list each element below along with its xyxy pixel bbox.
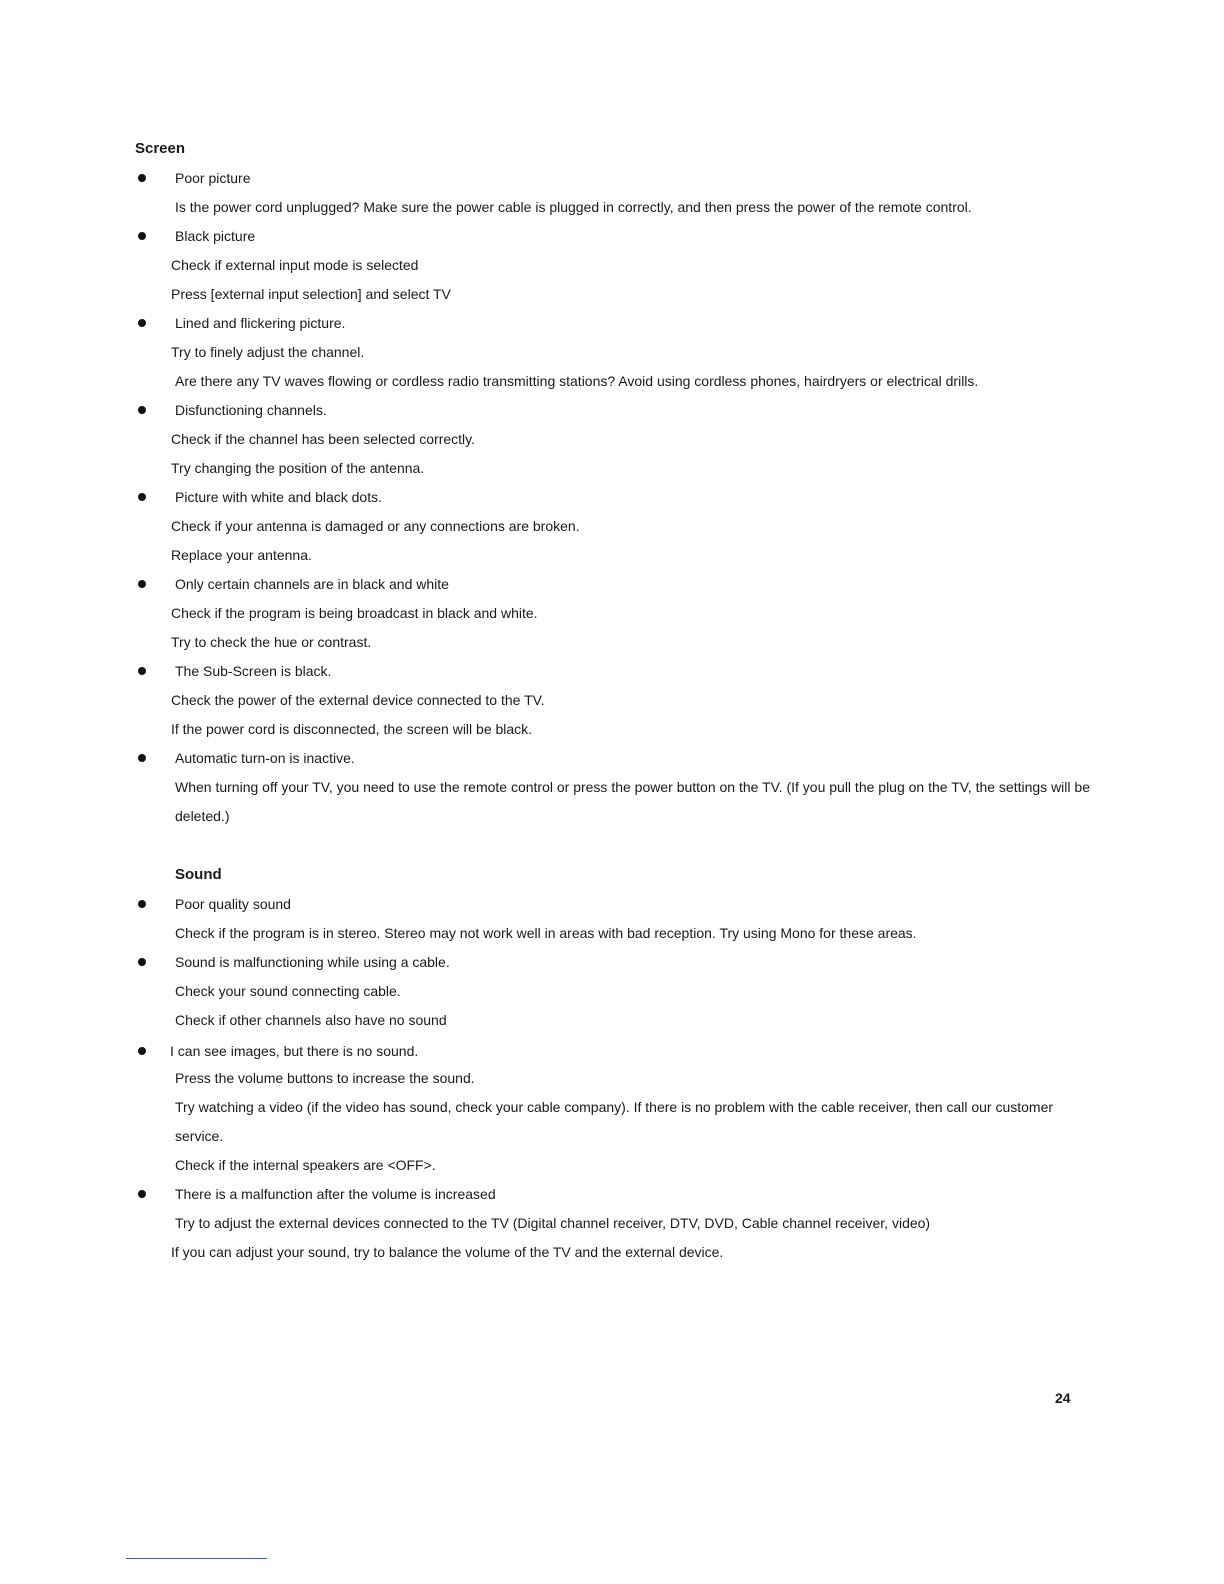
item-detail: Replace your antenna. xyxy=(171,547,312,563)
item-detail: Check your sound connecting cable. xyxy=(175,983,401,999)
item-title: Sound is malfunctioning while using a cable. xyxy=(175,954,450,970)
screen-heading: Screen xyxy=(135,140,186,157)
bullet-icon xyxy=(138,493,146,501)
item-title: Automatic turn-on is inactive. xyxy=(175,750,355,766)
item-detail: Check if your antenna is damaged or any connections are broken. xyxy=(171,518,580,534)
item-detail: Try changing the position of the antenna. xyxy=(171,460,425,476)
item-detail: Try watching a video (if the video has sound, check your cable company). If there is no problem with the cable receiver, then call our customer xyxy=(175,1099,1054,1115)
item-detail: Press [external input selection] and select TV xyxy=(171,286,451,302)
bullet-icon xyxy=(138,174,146,182)
bullet-icon xyxy=(138,232,146,240)
item-title: Only certain channels are in black and white xyxy=(175,576,449,592)
item-detail: Check if the internal speakers are <OFF>. xyxy=(175,1157,436,1173)
item-detail: service. xyxy=(175,1128,224,1144)
item-detail: Check if the program is being broadcast in black and white. xyxy=(171,605,538,621)
bullet-icon xyxy=(138,580,146,588)
item-detail: Press the volume buttons to increase the sound. xyxy=(175,1070,475,1086)
bullet-icon xyxy=(138,900,146,908)
bullet-icon xyxy=(138,958,146,966)
item-detail: Check the power of the external device connected to the TV. xyxy=(171,692,545,708)
item-detail: Try to finely adjust the channel. xyxy=(171,344,365,360)
item-title: The Sub-Screen is black. xyxy=(175,663,332,679)
item-title: I can see images, but there is no sound. xyxy=(170,1043,419,1059)
bullet-icon xyxy=(138,667,146,675)
item-title: Poor quality sound xyxy=(175,896,291,912)
bullet-icon xyxy=(138,754,146,762)
item-detail: deleted.) xyxy=(175,808,230,824)
bullet-icon xyxy=(138,1190,146,1198)
item-detail: Check if the channel has been selected correctly. xyxy=(171,431,476,447)
item-title: Lined and flickering picture. xyxy=(175,315,346,331)
item-detail: Check if external input mode is selected xyxy=(171,257,419,273)
item-detail: If the power cord is disconnected, the screen will be black. xyxy=(171,721,533,737)
footnote-divider xyxy=(126,1558,267,1559)
item-detail: If you can adjust your sound, try to balance the volume of the TV and the external device. xyxy=(171,1244,724,1260)
item-detail: Is the power cord unplugged? Make sure the power cable is plugged in correctly, and then press the power of the remote control. xyxy=(175,199,972,215)
item-title: Poor picture xyxy=(175,170,251,186)
page-number: 24 xyxy=(1055,1390,1071,1406)
item-detail: Try to adjust the external devices connected to the TV (Digital channel receiver, DTV, DVD, Cable channel receiver, video) xyxy=(175,1215,931,1231)
item-title: Picture with white and black dots. xyxy=(175,489,382,505)
bullet-icon xyxy=(138,1047,146,1055)
item-title: Disfunctioning channels. xyxy=(175,402,327,418)
item-detail: Check if the program is in stereo. Stereo may not work well in areas with bad reception. Try using Mono for these areas. xyxy=(175,925,917,941)
item-detail: Try to check the hue or contrast. xyxy=(171,634,372,650)
bullet-icon xyxy=(138,406,146,414)
sound-heading: Sound xyxy=(175,866,222,883)
item-title: There is a malfunction after the volume is increased xyxy=(175,1186,496,1202)
item-detail: Check if other channels also have no sound xyxy=(175,1012,447,1028)
item-title: Black picture xyxy=(175,228,256,244)
item-detail: When turning off your TV, you need to use the remote control or press the power button on the TV. (If you pull the plug on the TV, the settings will be xyxy=(175,779,1090,795)
bullet-icon xyxy=(138,319,146,327)
item-detail: Are there any TV waves flowing or cordless radio transmitting stations? Avoid using cordless phones, hairdryers or electrical drills. xyxy=(175,373,979,389)
